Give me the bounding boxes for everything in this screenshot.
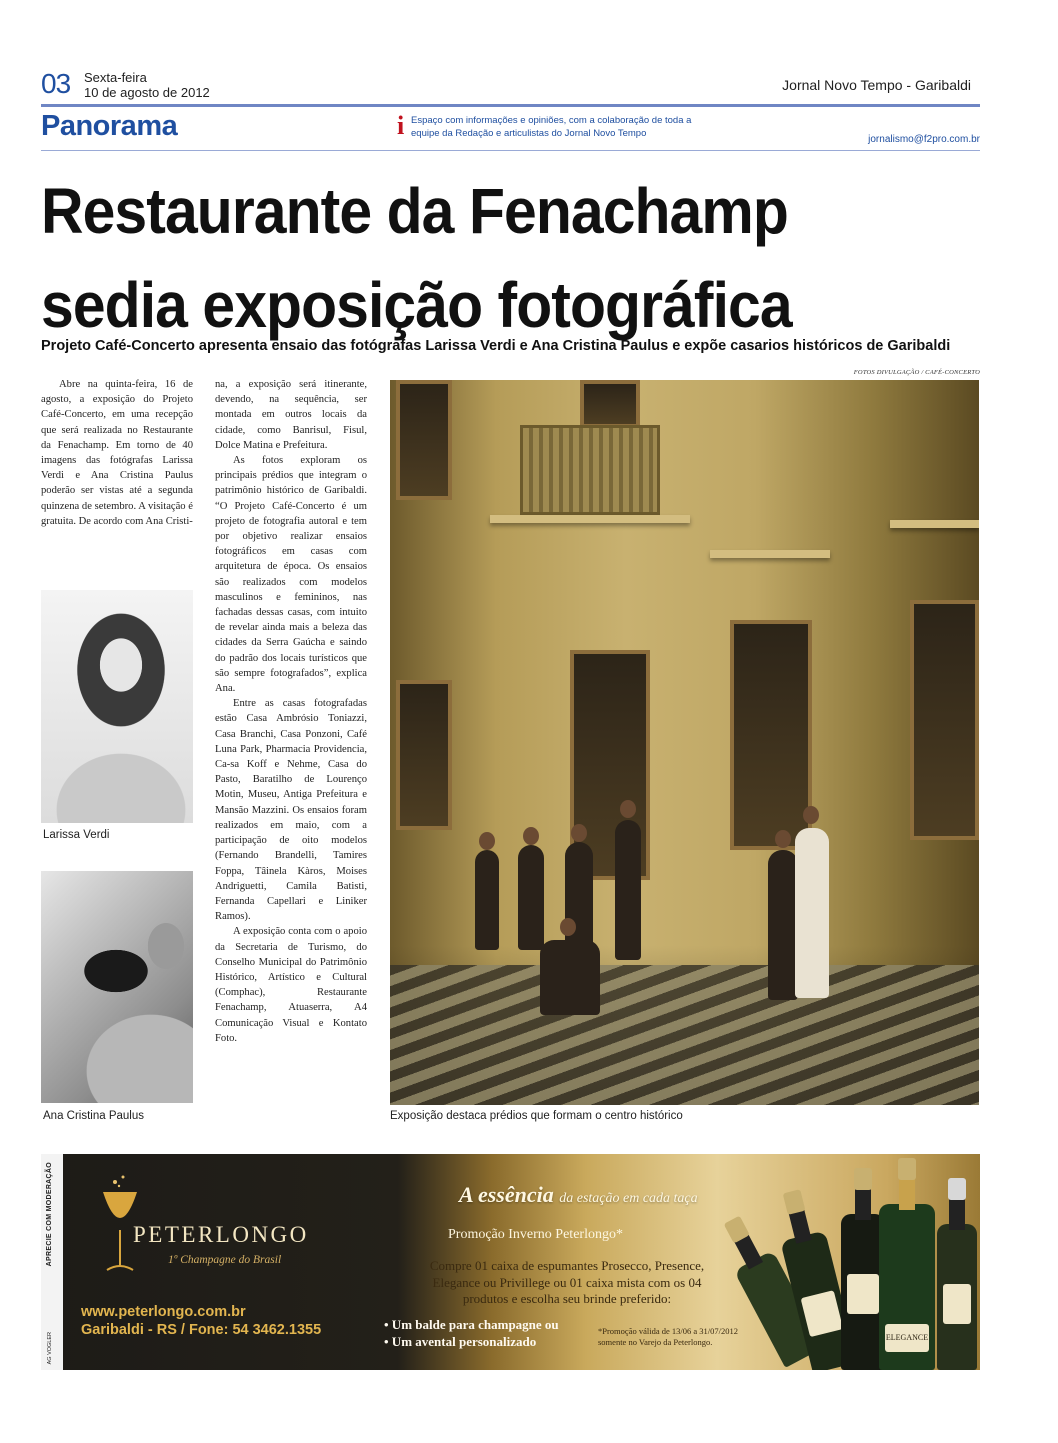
ad-brand-name: PETERLONGO	[133, 1222, 309, 1247]
portrait-caption: Ana Cristina Paulus	[43, 1110, 144, 1122]
ad-note-line: *Promoção válida de 13/06 a 31/07/2012	[598, 1326, 738, 1336]
ad-promo-body: Compre 01 caixa de espumantes Prosecco, Presence, Elegance ou Privillege ou 01 caixa mista com os 04 produtos e escolha seu brinde preferido:	[429, 1258, 705, 1306]
building-ledge	[490, 515, 690, 523]
ad-promo-title: Promoção Inverno Peterlongo*	[448, 1227, 623, 1242]
portrait-ana-cristina-paulus	[41, 871, 193, 1103]
model-figure	[768, 850, 798, 1000]
ad-promo-note	[598, 1326, 738, 1348]
model-figure	[540, 940, 600, 1015]
section-divider	[41, 150, 980, 151]
newspaper-name: Jornal Novo Tempo - Garibaldi	[782, 77, 971, 93]
ad-slogan-main: A essência	[459, 1182, 554, 1207]
article-paragraph: na, a exposição será itinerante, devendo, na sequência, ser montada em outros locais da cidade, como Banrisul, Fisul, Dolce Matina e Prefeitura.	[215, 379, 367, 451]
article-column-1	[41, 377, 193, 529]
ad-gift-list	[384, 1316, 559, 1350]
building-ledge	[890, 520, 979, 528]
model-figure	[775, 830, 791, 848]
ad-disclaimer: APRECIE COM MODERAÇÃO	[46, 1162, 53, 1267]
article-column-2	[215, 377, 367, 1046]
model-figure	[803, 806, 819, 824]
bottle-label: ELEGANCE	[885, 1324, 929, 1352]
model-figure	[571, 824, 587, 842]
model-figure	[479, 832, 495, 850]
building-window	[910, 600, 979, 840]
building-window	[396, 380, 452, 500]
ad-brand-tagline: 1º Champagne do Brasil	[168, 1254, 282, 1266]
section-description: Espaço com informações e opiniões, com a colaboração de toda a equipe da Redação e articulistas do Jornal Novo Tempo	[411, 115, 692, 139]
model-figure	[560, 918, 576, 936]
main-photo-caption: Exposição destaca prédios que formam o centro histórico	[390, 1110, 683, 1122]
building-window	[580, 380, 640, 428]
model-figure	[523, 827, 539, 845]
page-number: 03	[41, 68, 71, 99]
info-icon: i	[397, 111, 405, 140]
model-figure	[475, 850, 499, 950]
article-paragraph: As fotos exploram os principais prédios que integram o patrimônio histórico de Garibaldi. “O Projeto Café-Concerto é um projeto de fotografia autoral e tem por objetivo realizar ensaios fotográficos em casas com arquitetura de época. Os ensaios são realizados com modelos masculinos e femininos, nas fachadas dessas casas, com intuito de revelar ainda mais a beleza das cidades da Serra Gaúcha e saindo do padrão dos locais turísticos que são sempre fotografados”, explica Ana.	[215, 455, 367, 695]
issue-date	[84, 70, 210, 100]
contact-email-link[interactable]: jornalismo@f2pro.com.br	[868, 134, 980, 145]
ad-note-line: somente no Varejo da Peterlongo.	[598, 1337, 713, 1347]
ad-slogan-rest: da estação em cada taça	[559, 1191, 698, 1206]
building-balcony	[520, 425, 660, 515]
photo-credit: FOTOS DIVULGAÇÃO / CAFÉ-CONCERTO	[853, 369, 980, 376]
headline-line-2: sedia exposição fotográfica	[41, 269, 792, 341]
model-figure	[615, 820, 641, 960]
model-figure	[620, 800, 636, 818]
bottle-image	[879, 1204, 935, 1370]
building-window	[396, 680, 452, 830]
issue-date-text: 10 de agosto de 2012	[84, 85, 210, 100]
headline-line-1: Restaurante da Fenachamp	[41, 175, 788, 247]
ad-phone: Garibaldi - RS / Fone: 54 3462.1355	[81, 1322, 322, 1338]
ad-gift-item: • Um balde para champagne ou	[384, 1317, 559, 1332]
article-paragraph: Abre na quinta-feira, 16 de agosto, a exposição do Projeto Café-Concerto, em uma recepção que será realizada no Restaurante da Fenachamp. Em torno de 40 imagens das fotógrafas Larissa Verdi e Ana Cristina Paulus poderão ser vistas até a segunda quinzena de setembro. A visitação é gratuita. De acordo com Ana Cristi-	[41, 379, 193, 527]
article-headline	[41, 164, 906, 352]
model-figure	[518, 845, 544, 950]
issue-weekday: Sexta-feira	[84, 70, 147, 85]
ad-agency-credit: AG VOGLER	[47, 1332, 53, 1365]
bottle-image	[937, 1224, 977, 1370]
model-figure	[795, 828, 829, 998]
article-paragraph: A exposição conta com o apoio da Secretaria de Turismo, do Conselho Municipal do Patrimônio Histórico, Artístico e Cultural (Comphac), Restaurante Fenachamp, Atuaserra, A4 Comunicação Visual e Kontato Foto.	[215, 926, 367, 1044]
peterlongo-advertisement[interactable]	[41, 1154, 980, 1370]
main-photo	[390, 380, 979, 1105]
article-subhead: Projeto Café-Concerto apresenta ensaio das fotógrafas Larissa Verdi e Ana Cristina Paulus e expõe casarios históricos de Garibaldi	[41, 338, 951, 354]
portrait-larissa-verdi	[41, 590, 193, 823]
section-title: Panorama	[41, 110, 178, 142]
masthead-divider	[41, 104, 980, 107]
building-window	[730, 620, 812, 850]
ad-slogan	[459, 1182, 698, 1208]
portrait-caption: Larissa Verdi	[43, 829, 110, 841]
ad-website-link[interactable]: www.peterlongo.com.br	[81, 1304, 246, 1320]
building-ledge	[710, 550, 830, 558]
article-paragraph: Entre as casas fotografadas estão Casa Ambrósio Toniazzi, Casa Branchi, Casa Ponzoni, Café Luna Park, Pharmacia Providencia, Ca-sa Koff e Nehme, Casa do Pasto, Baratilho de Lourenço Motin, Museu, Antiga Prefeitura e Mansão Mazzini. Os ensaios foram realizados em maio, com a participação de oito modelos (Fernando Brandelli, Tamires Foppa, Tâinela Kàros, Moises Andriguetti, Camila Batisti, Fernanda Capellari e Liniker Ramos).	[215, 698, 367, 923]
sidewalk	[390, 965, 979, 1105]
ad-gift-item: • Um avental personalizado	[384, 1334, 537, 1349]
